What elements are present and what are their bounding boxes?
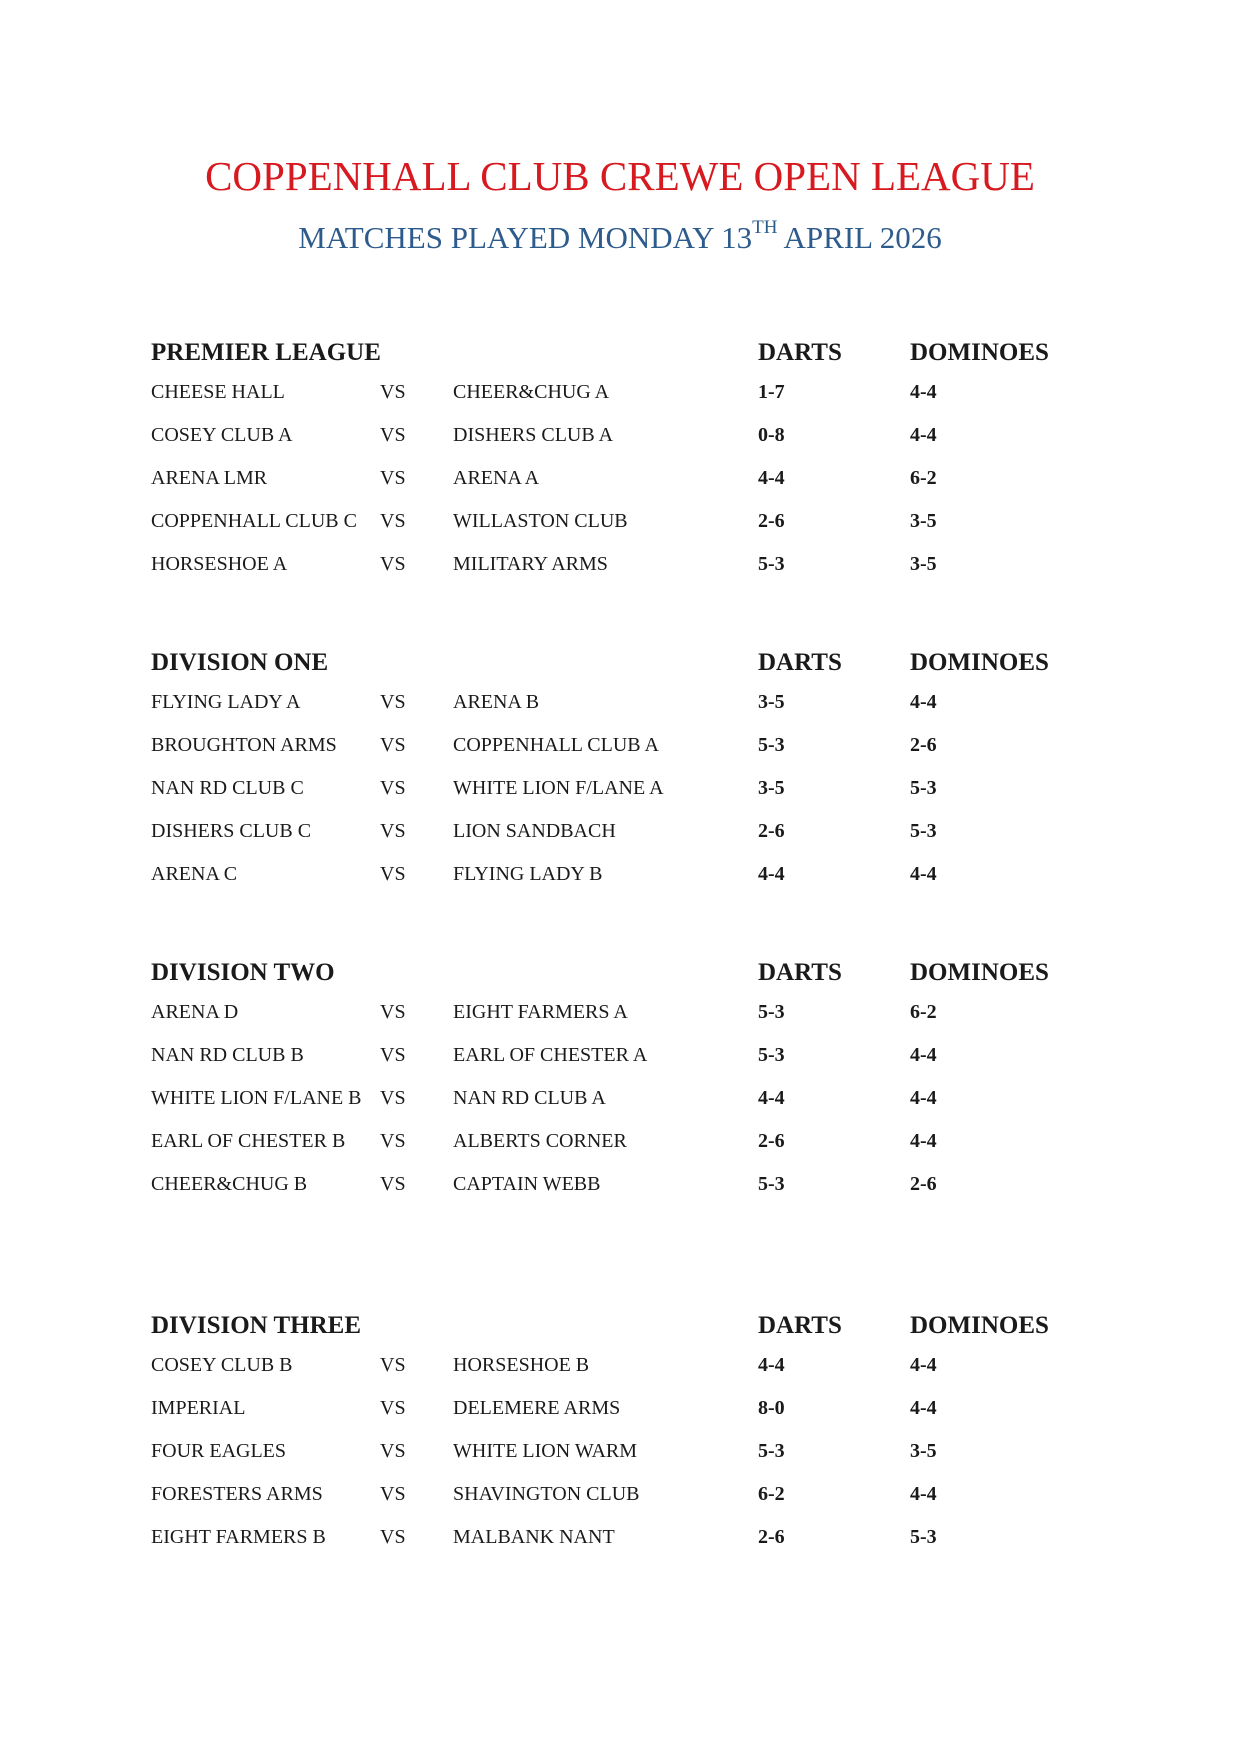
match-row	[0, 993, 1240, 1036]
vs-label: VS	[380, 381, 406, 403]
match-row	[0, 373, 1240, 416]
dominoes-score: 4-4	[910, 1044, 937, 1066]
vs-label: VS	[380, 467, 406, 489]
dominoes-score: 4-4	[910, 424, 937, 446]
match-row	[0, 416, 1240, 459]
home-team: IMPERIAL	[151, 1397, 246, 1419]
section-title: DIVISION TWO	[151, 959, 335, 986]
match-row	[0, 683, 1240, 726]
away-team: ARENA B	[453, 691, 540, 713]
subtitle-month-year: APRIL 2026	[777, 220, 942, 255]
away-team: WHITE LION WARM	[453, 1440, 638, 1462]
dominoes-score: 6-2	[910, 467, 937, 489]
away-team: DELEMERE ARMS	[453, 1397, 621, 1419]
match-row	[0, 1389, 1240, 1432]
dominoes-score: 6-2	[910, 1001, 937, 1023]
dominoes-score: 4-4	[910, 863, 937, 885]
dominoes-score: 4-4	[910, 1087, 937, 1109]
home-team: FLYING LADY A	[151, 691, 301, 713]
vs-label: VS	[380, 424, 406, 446]
away-team: WILLASTON CLUB	[453, 510, 628, 532]
dominoes-score: 4-4	[910, 381, 937, 403]
darts-score: 6-2	[758, 1483, 785, 1505]
page-title: COPPENHALL CLUB CREWE OPEN LEAGUE	[205, 153, 1035, 199]
dominoes-column-header: DOMINOES	[910, 649, 1049, 676]
darts-score: 2-6	[758, 1130, 785, 1152]
away-team: COPPENHALL CLUB A	[453, 734, 659, 756]
dominoes-score: 2-6	[910, 734, 937, 756]
match-row	[0, 855, 1240, 898]
section-header	[0, 333, 1240, 373]
home-team: COSEY CLUB A	[151, 424, 293, 446]
vs-label: VS	[380, 1173, 406, 1195]
dominoes-score: 5-3	[910, 1526, 937, 1548]
away-team: CAPTAIN WEBB	[453, 1173, 601, 1195]
home-team: NAN RD CLUB C	[151, 777, 304, 799]
darts-score: 4-4	[758, 1087, 785, 1109]
darts-score: 4-4	[758, 1354, 785, 1376]
section-title: DIVISION THREE	[151, 1312, 362, 1339]
away-team: CHEER&CHUG A	[453, 381, 610, 403]
darts-score: 3-5	[758, 691, 785, 713]
match-row	[0, 1432, 1240, 1475]
vs-label: VS	[380, 1397, 406, 1419]
home-team: CHEER&CHUG B	[151, 1173, 308, 1195]
home-team: ARENA C	[151, 863, 238, 885]
darts-score: 5-3	[758, 1001, 785, 1023]
dominoes-column-header: DOMINOES	[910, 1312, 1049, 1339]
away-team: HORSESHOE B	[453, 1354, 590, 1376]
match-row	[0, 769, 1240, 812]
vs-label: VS	[380, 734, 406, 756]
darts-score: 5-3	[758, 734, 785, 756]
dominoes-score: 4-4	[910, 1354, 937, 1376]
section-header	[0, 953, 1240, 993]
subtitle-date: MATCHES PLAYED MONDAY 13	[298, 220, 753, 255]
vs-label: VS	[380, 777, 406, 799]
home-team: EIGHT FARMERS B	[151, 1526, 326, 1548]
darts-column-header: DARTS	[758, 959, 842, 986]
section-header	[0, 1306, 1240, 1346]
home-team: FOUR EAGLES	[151, 1440, 287, 1462]
vs-label: VS	[380, 1087, 406, 1109]
match-row	[0, 1475, 1240, 1518]
vs-label: VS	[380, 1044, 406, 1066]
dominoes-score: 3-5	[910, 553, 937, 575]
home-team: DISHERS CLUB C	[151, 820, 312, 842]
away-team: ARENA A	[453, 467, 540, 489]
darts-score: 2-6	[758, 510, 785, 532]
home-team: COSEY CLUB B	[151, 1354, 293, 1376]
vs-label: VS	[380, 820, 406, 842]
darts-score: 4-4	[758, 467, 785, 489]
page-subtitle	[0, 216, 1240, 257]
darts-score: 2-6	[758, 1526, 785, 1548]
section-division-one	[0, 643, 1240, 898]
vs-label: VS	[380, 510, 406, 532]
vs-label: VS	[380, 691, 406, 713]
home-team: ARENA D	[151, 1001, 239, 1023]
dominoes-score: 3-5	[910, 510, 937, 532]
away-team: NAN RD CLUB A	[453, 1087, 606, 1109]
section-premier-league	[0, 333, 1240, 588]
dominoes-score: 2-6	[910, 1173, 937, 1195]
home-team: CHEESE HALL	[151, 381, 285, 403]
vs-label: VS	[380, 1483, 406, 1505]
match-row	[0, 1165, 1240, 1208]
away-team: EIGHT FARMERS A	[453, 1001, 628, 1023]
dominoes-column-header: DOMINOES	[910, 959, 1049, 986]
vs-label: VS	[380, 863, 406, 885]
dominoes-score: 3-5	[910, 1440, 937, 1462]
home-team: EARL OF CHESTER B	[151, 1130, 346, 1152]
match-row	[0, 1346, 1240, 1389]
away-team: WHITE LION F/LANE A	[453, 777, 664, 799]
darts-score: 5-3	[758, 553, 785, 575]
home-team: WHITE LION F/LANE B	[151, 1087, 362, 1109]
dominoes-score: 4-4	[910, 1130, 937, 1152]
match-row	[0, 545, 1240, 588]
home-team: BROUGHTON ARMS	[151, 734, 337, 756]
away-team: MILITARY ARMS	[453, 553, 608, 575]
away-team: EARL OF CHESTER A	[453, 1044, 648, 1066]
vs-label: VS	[380, 1526, 406, 1548]
match-row	[0, 726, 1240, 769]
away-team: ALBERTS CORNER	[453, 1130, 627, 1152]
dominoes-score: 4-4	[910, 1397, 937, 1419]
match-row	[0, 812, 1240, 855]
subtitle-ordinal-suffix: TH	[752, 216, 778, 238]
darts-score: 1-7	[758, 381, 785, 403]
vs-label: VS	[380, 1130, 406, 1152]
match-row	[0, 1122, 1240, 1165]
match-row	[0, 1036, 1240, 1079]
darts-score: 4-4	[758, 863, 785, 885]
darts-score: 3-5	[758, 777, 785, 799]
dominoes-score: 5-3	[910, 777, 937, 799]
darts-score: 5-3	[758, 1173, 785, 1195]
match-row	[0, 459, 1240, 502]
darts-score: 5-3	[758, 1044, 785, 1066]
dominoes-column-header: DOMINOES	[910, 339, 1049, 366]
away-team: MALBANK NANT	[453, 1526, 615, 1548]
darts-column-header: DARTS	[758, 649, 842, 676]
darts-score: 8-0	[758, 1397, 785, 1419]
match-row	[0, 1079, 1240, 1122]
section-title: PREMIER LEAGUE	[151, 339, 381, 366]
home-team: COPPENHALL CLUB C	[151, 510, 357, 532]
vs-label: VS	[380, 1001, 406, 1023]
match-row	[0, 502, 1240, 545]
dominoes-score: 4-4	[910, 1483, 937, 1505]
section-division-two	[0, 953, 1240, 1208]
vs-label: VS	[380, 553, 406, 575]
darts-column-header: DARTS	[758, 1312, 842, 1339]
away-team: FLYING LADY B	[453, 863, 603, 885]
dominoes-score: 4-4	[910, 691, 937, 713]
away-team: SHAVINGTON CLUB	[453, 1483, 640, 1505]
section-title: DIVISION ONE	[151, 649, 329, 676]
darts-score: 0-8	[758, 424, 785, 446]
home-team: FORESTERS ARMS	[151, 1483, 323, 1505]
vs-label: VS	[380, 1354, 406, 1376]
match-row	[0, 1518, 1240, 1561]
vs-label: VS	[380, 1440, 406, 1462]
away-team: LION SANDBACH	[453, 820, 616, 842]
section-header	[0, 643, 1240, 683]
home-team: NAN RD CLUB B	[151, 1044, 304, 1066]
dominoes-score: 5-3	[910, 820, 937, 842]
darts-score: 5-3	[758, 1440, 785, 1462]
darts-column-header: DARTS	[758, 339, 842, 366]
home-team: HORSESHOE A	[151, 553, 288, 575]
darts-score: 2-6	[758, 820, 785, 842]
home-team: ARENA LMR	[151, 467, 268, 489]
section-division-three	[0, 1306, 1240, 1561]
away-team: DISHERS CLUB A	[453, 424, 614, 446]
